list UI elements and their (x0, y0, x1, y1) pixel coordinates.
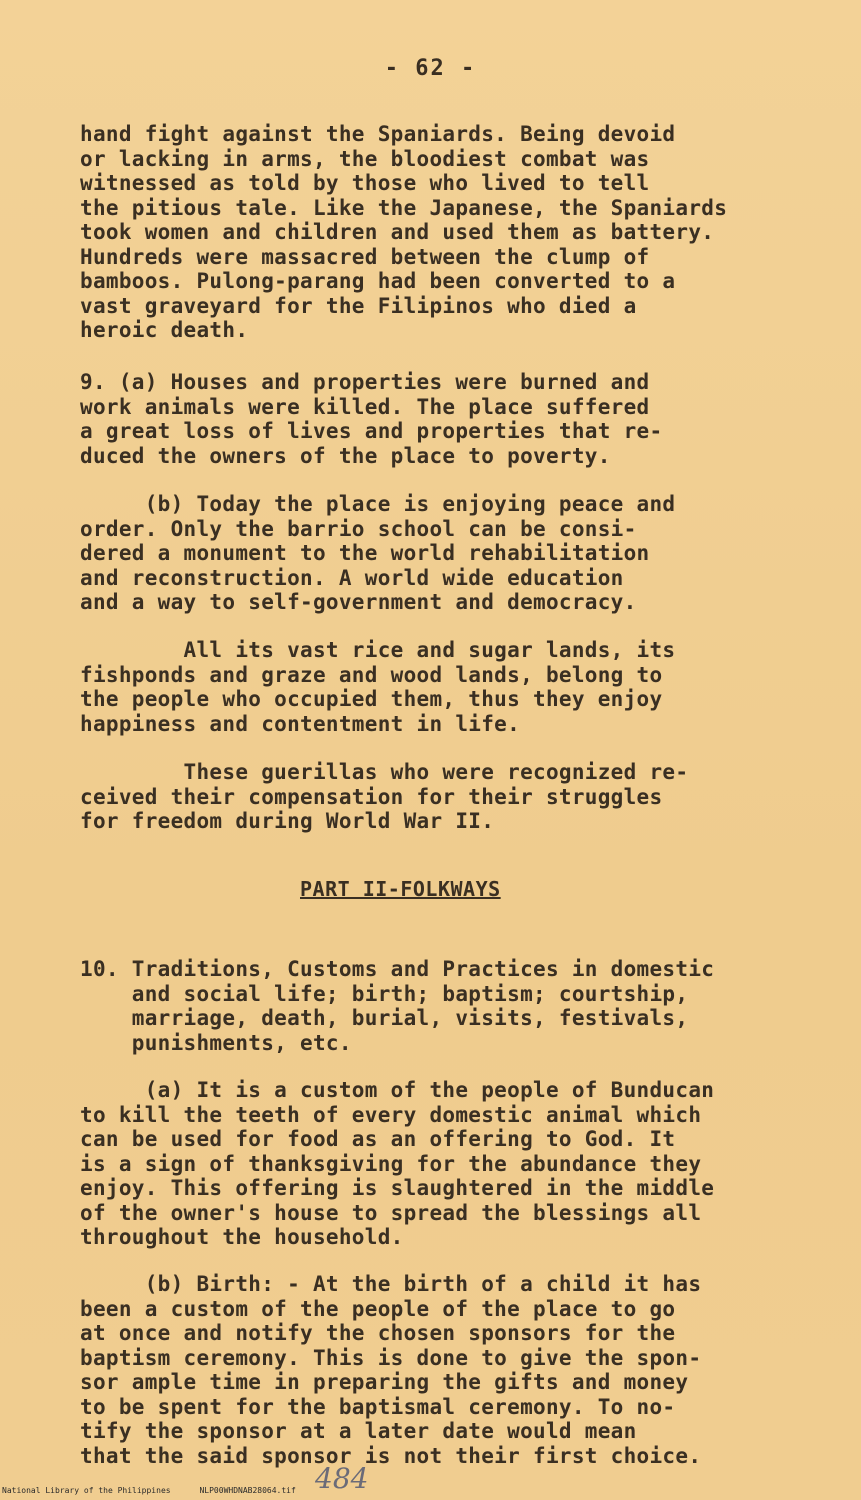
paragraph-10b (80, 1272, 820, 1468)
paragraph-10a (80, 1078, 820, 1250)
text-line: baptism ceremony. This is done to give the spon- (80, 1345, 702, 1370)
page-number: - 62 - (384, 56, 477, 81)
section-heading: PART II-FOLKWAYS (300, 877, 501, 901)
paragraph-spanish-battle (80, 122, 820, 343)
text-line: hand fight against the Spaniards. Being devoid (80, 122, 676, 146)
text-line: (a) It is a custom of the people of Bunducan (80, 1078, 715, 1102)
text-line: that the said sponsor is not their first choice. (80, 1443, 702, 1468)
text-line: a great loss of lives and properties that re- (80, 419, 663, 443)
text-line: All its vast rice and sugar lands, its (80, 638, 676, 662)
text-line: of the owner's house to spread the blessings all (80, 1200, 702, 1225)
text-line: throughout the household. (80, 1225, 404, 1249)
text-line: at once and notify the chosen sponsors for the (80, 1321, 676, 1345)
text-line: duced the owners of the place to poverty. (80, 443, 611, 468)
text-line: witnessed as told by those who lived to tell (80, 171, 650, 195)
text-line: to kill the teeth of every domestic animal which (80, 1102, 702, 1127)
text-line: and reconstruction. A world wide education (80, 565, 624, 590)
text-line: punishments, etc. (80, 1030, 352, 1055)
footer-caption (2, 1486, 296, 1495)
text-line: vast graveyard for the Filipinos who died a (80, 293, 637, 318)
text-line: enjoy. This offering is slaughtered in the middle (80, 1176, 715, 1200)
text-line: 9. (a) Houses and properties were burned and (80, 370, 650, 394)
text-line: the pitious tale. Like the Japanese, the Spaniards (80, 195, 728, 220)
text-line: and social life; birth; baptism; courtship, (80, 981, 689, 1006)
text-line: can be used for food as an offering to God. It (80, 1127, 676, 1151)
text-line: sor ample time in preparing the gifts and money (80, 1370, 689, 1394)
text-line: (b) Birth: - At the birth of a child it has (80, 1272, 702, 1296)
text-line: marriage, death, burial, visits, festivals, (80, 1006, 689, 1030)
text-line: Hundreds were massacred between the clump of (80, 244, 650, 269)
paragraph-9b (80, 492, 820, 615)
paragraph-lands (80, 638, 820, 736)
footer-filename: NLP00WHDNAB28064.tif (199, 1486, 296, 1495)
text-line: for freedom during World War II. (80, 809, 495, 833)
text-line: happiness and contentment in life. (80, 711, 521, 736)
footer-library: National Library of the Philippines (2, 1486, 171, 1495)
text-line: is a sign of thanksgiving for the abundance they (80, 1151, 702, 1176)
text-line: heroic death. (80, 318, 249, 342)
handwritten-number: 484 (315, 1462, 369, 1495)
text-line: work animals were killed. The place suffered (80, 394, 650, 419)
text-line: bamboos. Pulong-parang had been converted to a (80, 269, 676, 293)
text-line: dered a monument to the world rehabilitation (80, 541, 650, 565)
text-line: or lacking in arms, the bloodiest combat was (80, 146, 650, 171)
text-line: been a custom of the people of the place to go (80, 1296, 676, 1321)
text-line: took women and children and used them as battery. (80, 220, 715, 244)
text-line: (b) Today the place is enjoying peace and (80, 492, 676, 516)
text-line: the people who occupied them, thus they enjoy (80, 687, 663, 711)
text-line: These guerillas who were recognized re- (80, 760, 689, 784)
paragraph-guerillas (80, 760, 820, 834)
text-line: order. Only the barrio school can be consi- (80, 516, 637, 541)
text-line: and a way to self-government and democracy. (80, 590, 637, 614)
text-line: to be spent for the baptismal ceremony. To no- (80, 1394, 676, 1419)
paragraph-10 (80, 957, 820, 1055)
paragraph-9a (80, 370, 820, 468)
text-line: fishponds and graze and wood lands, belong to (80, 662, 663, 687)
text-line: ceived their compensation for their struggles (80, 784, 663, 809)
text-line: 10. Traditions, Customs and Practices in domestic (80, 957, 715, 981)
text-line: tify the sponsor at a later date would mean (80, 1419, 637, 1443)
